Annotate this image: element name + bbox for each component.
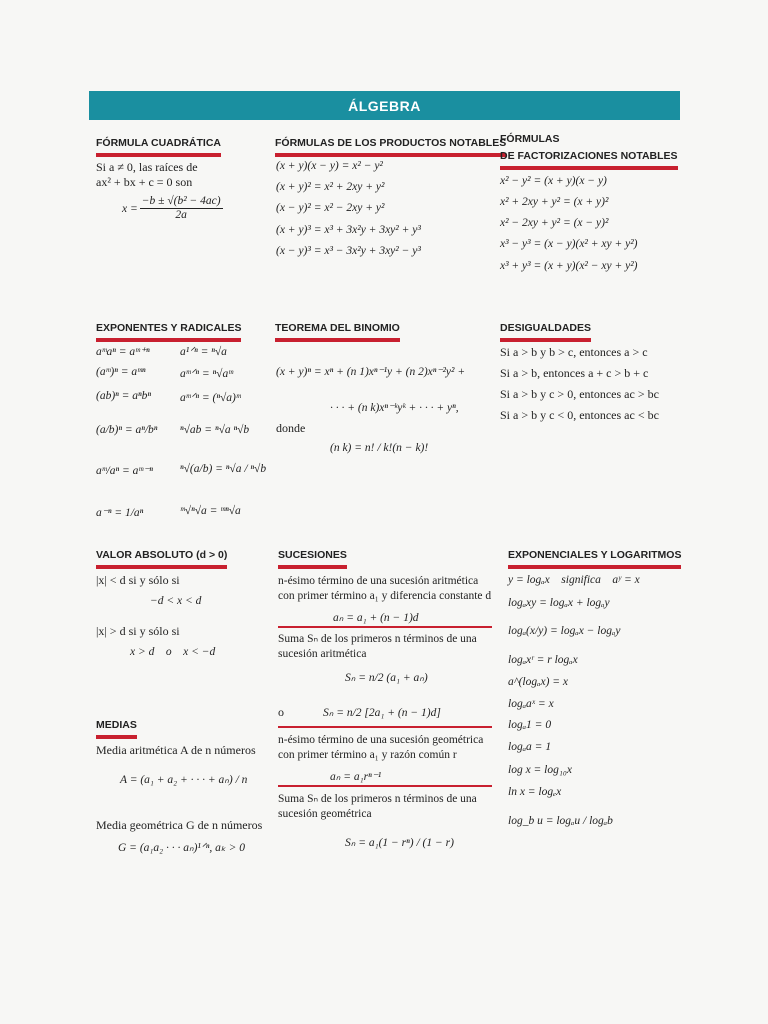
abs-formula: −d < x < d <box>150 595 202 607</box>
inequality-rule: Si a > b y c > 0, entonces ac > bc <box>500 387 659 401</box>
seq-formula: aₙ = a₁ + (n − 1)d <box>333 612 419 624</box>
quadratic-numerator: −b ± √(b² − 4ac) <box>141 195 221 207</box>
binomial-line-1: (x + y)ⁿ = xⁿ + (n 1)xⁿ⁻¹y + (n 2)xⁿ⁻²y² + <box>276 366 466 378</box>
logarithms-section <box>508 545 681 569</box>
log-rule: a^(logₐx) = x <box>508 676 569 688</box>
seq-text: Suma Sₙ de los primeros n términos de una <box>278 633 477 645</box>
seq-text: con primer término a₁ y razón común r <box>278 749 457 761</box>
means-section <box>96 715 137 739</box>
seq-text: sucesión geométrica <box>278 808 372 820</box>
quadratic-lhs: x = <box>122 202 138 215</box>
log-rule: logₐ(x/y) = logₐx − logₐy <box>508 625 621 637</box>
product-formula: (x + y)(x − y) = x² − y² <box>276 160 383 172</box>
section-title: EXPONENTES Y RADICALES <box>96 322 241 342</box>
binomial-donde: donde <box>276 421 306 435</box>
product-formula: (x + y)³ = x³ + 3x²y + 3xy² + y³ <box>276 224 421 236</box>
seq-text: con primer término a₁ y diferencia constante d <box>278 590 492 602</box>
section-title: DESIGUALDADES <box>500 322 591 342</box>
radical-rule: ⁿ√(a/b) = ⁿ√a / ⁿ√b <box>180 463 267 475</box>
section-title: FÓRMULA CUADRÁTICA <box>96 137 221 157</box>
exp-rule: aᵐ/aⁿ = aᵐ⁻ⁿ <box>96 465 153 477</box>
section-title: FÓRMULAS DE LOS PRODUCTOS NOTABLES <box>275 137 506 157</box>
inequality-rule: Si a > b, entonces a + c > b + c <box>500 366 649 380</box>
seq-text: Suma Sₙ de los primeros n términos de una <box>278 793 477 805</box>
factor-formula: x² − y² = (x + y)(x − y) <box>500 175 607 187</box>
section-title-line1: FÓRMULAS <box>500 133 560 145</box>
divider <box>278 785 492 787</box>
sequences-section <box>278 545 347 569</box>
abs-text: |x| > d si y sólo si <box>96 624 180 638</box>
factor-formula: x² − 2xy + y² = (x − y)² <box>500 217 609 229</box>
factorization-section <box>500 133 678 170</box>
factor-formula: x³ − y³ = (x − y)(x² + xy + y²) <box>500 238 638 250</box>
abs-text: |x| < d si y sólo si <box>96 573 180 587</box>
section-title: VALOR ABSOLUTO (d > 0) <box>96 549 227 569</box>
inequality-rule: Si a > b y b > c, entonces a > c <box>500 345 648 359</box>
exp-rule: (aᵐ)ⁿ = aᵐⁿ <box>96 366 146 378</box>
factor-formula: x³ + y³ = (x + y)(x² − xy + y²) <box>500 260 638 272</box>
log-rule: logₐxy = logₐx + logₐy <box>508 597 610 609</box>
log-rule: y = logₐx significa aʸ = x <box>508 574 640 586</box>
log-rule: logₐxʳ = r logₐx <box>508 654 578 666</box>
absolute-value-section <box>96 545 227 569</box>
section-title: MEDIAS <box>96 719 137 739</box>
seq-or: o <box>278 705 284 719</box>
radical-rule: ⁿ√ab = ⁿ√a ⁿ√b <box>180 424 250 436</box>
seq-formula: Sₙ = a₁(1 − rⁿ) / (1 − r) <box>345 837 454 849</box>
radical-rule: a¹ᐟⁿ = ⁿ√a <box>180 346 227 358</box>
seq-text: sucesión aritmética <box>278 648 367 660</box>
means-text: Media aritmética A de n números <box>96 743 256 757</box>
divider <box>278 626 492 628</box>
product-formula: (x − y)² = x² − 2xy + y² <box>276 202 385 214</box>
binomial-line-2: · · · + (n k)xⁿ⁻ᵏyᵏ + · · · + yⁿ, <box>330 402 459 414</box>
section-title: SUCESIONES <box>278 549 347 569</box>
divider <box>278 726 492 728</box>
exp-rule: (ab)ⁿ = aⁿbⁿ <box>96 390 152 402</box>
radical-rule: aᵐᐟⁿ = ⁿ√aᵐ <box>180 368 234 380</box>
exp-rule: aᵐaⁿ = aᵐ⁺ⁿ <box>96 346 150 358</box>
seq-formula: aₙ = a₁rⁿ⁻¹ <box>330 771 382 783</box>
quadratic-formula <box>122 195 225 222</box>
binomial-section <box>275 318 400 342</box>
means-formula: G = (a₁a₂ · · · aₙ)¹ᐟⁿ, aₖ > 0 <box>118 842 246 854</box>
section-title-line2: DE FACTORIZACIONES NOTABLES <box>500 150 678 170</box>
log-rule: ln x = logₑx <box>508 786 562 798</box>
seq-text: n-ésimo término de una sucesión aritmética <box>278 575 479 587</box>
log-rule: log x = log₁₀x <box>508 764 572 776</box>
means-text: Media geométrica G de n números <box>96 818 263 832</box>
log-rule: logₐaˣ = x <box>508 698 554 710</box>
inequalities-section <box>500 318 591 342</box>
quadratic-text-2: ax² + bx + c = 0 son <box>96 175 193 189</box>
log-rule: log_b u = logₐu / logₐb <box>508 815 613 827</box>
quadratic-text-1: Si a ≠ 0, las raíces de <box>96 160 198 174</box>
section-title: TEOREMA DEL BINOMIO <box>275 322 400 342</box>
products-section <box>275 133 506 157</box>
exp-rule: (a/b)ⁿ = aⁿ/bⁿ <box>96 424 158 436</box>
abs-formula: x > d o x < −d <box>130 646 216 658</box>
log-rule: logₐa = 1 <box>508 741 552 753</box>
quadratic-denominator: 2a <box>175 209 187 221</box>
log-rule: logₐ1 = 0 <box>508 719 552 731</box>
exp-rule: a⁻ⁿ = 1/aⁿ <box>96 507 144 519</box>
product-formula: (x − y)³ = x³ − 3x²y + 3xy² − y³ <box>276 245 421 257</box>
section-title: EXPONENCIALES Y LOGARITMOS <box>508 549 681 569</box>
radical-rule: aᵐᐟⁿ = (ⁿ√a)ᵐ <box>180 392 241 404</box>
page-banner: ÁLGEBRA <box>89 91 680 120</box>
radical-rule: ᵐ√ⁿ√a = ᵐⁿ√a <box>180 505 241 517</box>
means-formula: A = (a₁ + a₂ + · · · + aₙ) / n <box>120 774 248 786</box>
seq-text: n-ésimo término de una sucesión geométrica <box>278 734 484 746</box>
exponents-section <box>96 318 241 342</box>
seq-formula: Sₙ = n/2 (a₁ + aₙ) <box>345 672 428 684</box>
factor-formula: x² + 2xy + y² = (x + y)² <box>500 196 609 208</box>
binomial-coefficient: (n k) = n! / k!(n − k)! <box>330 442 429 454</box>
quadratic-section <box>96 133 221 157</box>
product-formula: (x + y)² = x² + 2xy + y² <box>276 181 385 193</box>
seq-formula: Sₙ = n/2 [2a₁ + (n − 1)d] <box>323 707 441 719</box>
inequality-rule: Si a > b y c < 0, entonces ac < bc <box>500 408 659 422</box>
